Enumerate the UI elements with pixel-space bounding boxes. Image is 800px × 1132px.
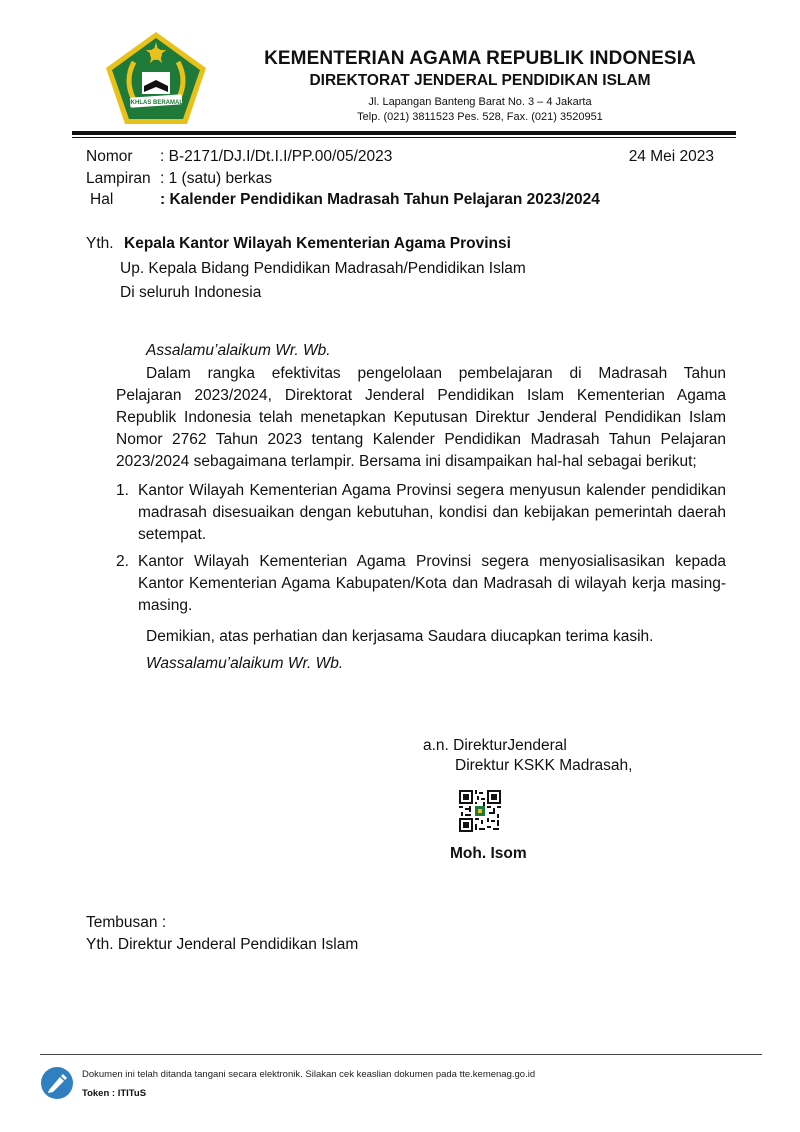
list-item: [116, 551, 726, 617]
closing-sentence: Demikian, atas perhatian dan kerjasama Saudara diucapkan terima kasih.: [146, 628, 654, 645]
signatory-name: Moh. Isom: [450, 845, 527, 862]
list-text: Kantor Wilayah Kementerian Agama Provinsi segera menyosialisasikan kepada Kantor Kementerian Agama Kabupaten/Kota dan Madrasah di wilayah kerja masing-masing.: [138, 553, 726, 614]
list-number: 1.: [116, 482, 129, 499]
letterhead-rule-thick: [72, 131, 736, 135]
greeting: Assalamu’alaikum Wr. Wb.: [146, 342, 331, 359]
letterhead: [210, 48, 750, 125]
hal-value: : Kalender Pendidikan Madrasah Tahun Pelajaran 2023/2024: [160, 191, 600, 208]
e-signature-badge-icon: [40, 1066, 74, 1100]
footer-note: Dokumen ini telah ditanda tangani secara elektronik. Silakan cek keaslian dokumen pada tte.kemenag.go.id: [82, 1069, 536, 1080]
paragraph-first-line: Dalam rangka efektivitas pengelolaan pembelajaran di Madrasah Tahun: [146, 365, 726, 382]
signature-on-behalf: a.n. DirekturJenderal: [423, 737, 567, 754]
letterhead-rule-thin: [72, 137, 736, 138]
letter-date: 24 Mei 2023: [628, 148, 714, 165]
nomor-label: Nomor: [86, 148, 133, 165]
recipient-line3: Di seluruh Indonesia: [120, 284, 262, 301]
footer-token: Token : ITITuS: [82, 1088, 147, 1099]
footer-rule: [40, 1054, 762, 1055]
list-text: Kantor Wilayah Kementerian Agama Provinsi segera menyusun kalender pendidikan madrasah disesuaikan dengan kebutuhan, kondisi dan kebijakan pemerintah daerah setempat.: [138, 482, 726, 543]
paragraph-rest: Pelajaran 2023/2024, Direktorat Jenderal Pendidikan Islam Kementerian Agama Republik Indonesia telah menetapkan Keputusan Direktur Jenderal Pendidikan Islam Nomor 2762 Tahun 2023 tentang Kalender Pendidikan Madrasah Tahun Pelajaran 2023/2024 sebagaimana terlampir. Bersama ini disampaikan hal-hal sebagai berikut;: [116, 387, 726, 470]
hal-label: Hal: [90, 191, 114, 208]
ministry-name: KEMENTERIAN AGAMA REPUBLIK INDONESIA: [264, 48, 696, 69]
logo-motto: IKHLAS BERAMAL: [129, 100, 183, 106]
recipient-line1: Kepala Kantor Wilayah Kementerian Agama Provinsi: [124, 235, 511, 252]
nomor-value: : B-2171/DJ.I/Dt.I.I/PP.00/05/2023: [160, 148, 393, 165]
cc-line: Yth. Direktur Jenderal Pendidikan Islam: [86, 936, 359, 953]
recipient-line2: Up. Kepala Bidang Pendidikan Madrasah/Pendidikan Islam: [120, 260, 526, 277]
office-phone: Telp. (021) 3811523 Pes. 528, Fax. (021) 3520951: [357, 111, 603, 123]
office-address: Jl. Lapangan Banteng Barat No. 3 – 4 Jakarta: [368, 96, 592, 108]
lampiran-value: : 1 (satu) berkas: [160, 170, 272, 187]
farewell: Wassalamu’alaikum Wr. Wb.: [146, 655, 344, 672]
directorate-name: DIREKTORAT JENDERAL PENDIDIKAN ISLAM: [309, 72, 651, 89]
list-item: [116, 480, 726, 546]
body-paragraph: [116, 363, 726, 473]
ministry-logo: [104, 30, 208, 126]
cc-label: Tembusan :: [86, 914, 167, 931]
qr-code-icon: [459, 790, 501, 832]
recipient-salutation: Yth.: [86, 235, 114, 252]
lampiran-label: Lampiran: [86, 170, 151, 187]
list-number: 2.: [116, 553, 129, 570]
signature-title: Direktur KSKK Madrasah,: [455, 757, 633, 774]
